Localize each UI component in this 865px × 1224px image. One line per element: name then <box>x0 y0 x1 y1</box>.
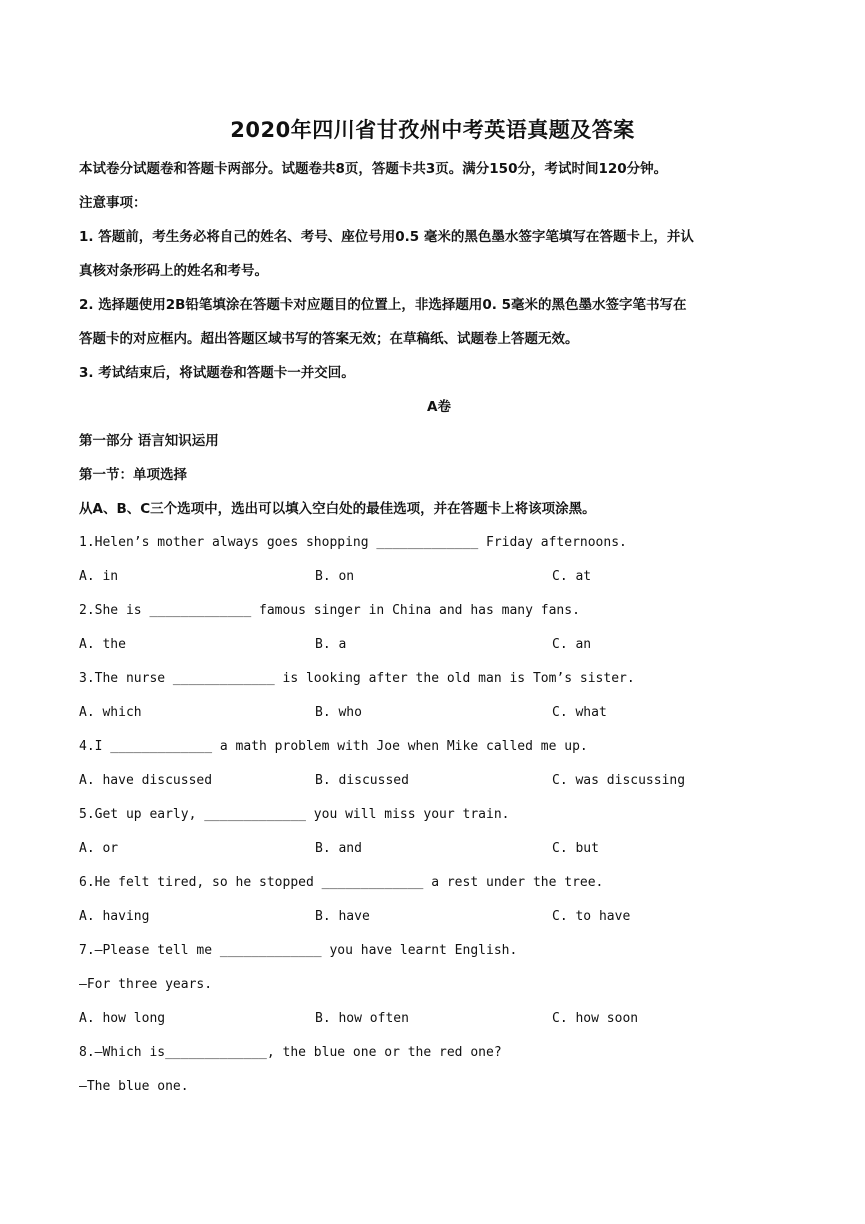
section-heading: A卷 <box>427 399 451 415</box>
option-a: A. the <box>79 637 126 652</box>
question-text: 6.He felt tired, so he stopped _____________ a rest under the tree. <box>79 875 604 890</box>
question-reply: —For three years. <box>79 977 213 992</box>
question-text: 8.—Which is_____________, the blue one or the red one? <box>79 1045 502 1060</box>
note-line: 真核对条形码上的姓名和考号。 <box>79 263 268 279</box>
question-text: 5.Get up early, _____________ you will miss your train. <box>79 807 510 822</box>
option-b: B. who <box>315 705 362 720</box>
question-text: 2.She is _____________ famous singer in China and has many fans. <box>79 603 580 618</box>
option-c: C. what <box>552 705 607 720</box>
option-b: B. how often <box>315 1011 409 1026</box>
question-text: 4.I _____________ a math problem with Joe when Mike called me up. <box>79 739 588 754</box>
document-title: 2020年四川省甘孜州中考英语真题及答案 <box>230 118 635 142</box>
option-a: A. in <box>79 569 119 584</box>
option-b: B. discussed <box>315 773 409 788</box>
question-options <box>79 764 799 798</box>
option-b: B. on <box>315 569 355 584</box>
option-a: A. how long <box>79 1011 166 1026</box>
question-text: 1.Helen’s mother always goes shopping _____________ Friday afternoons. <box>79 535 627 550</box>
document-body <box>79 152 799 1104</box>
option-a: A. or <box>79 841 119 856</box>
question-text: 3.The nurse _____________ is looking after the old man is Tom’s sister. <box>79 671 635 686</box>
option-b: B. have <box>315 909 370 924</box>
option-a: A. have discussed <box>79 773 213 788</box>
option-a: A. which <box>79 705 142 720</box>
question-options <box>79 696 799 730</box>
option-c: C. to have <box>552 909 631 924</box>
option-b: B. a <box>315 637 347 652</box>
note-line: 3. 考试结束后，将试题卷和答题卡一并交回。 <box>79 365 355 381</box>
question-options <box>79 900 799 934</box>
instruction-text: 从A、B、C三个选项中，选出可以填入空白处的最佳选项，并在答题卡上将该项涂黑。 <box>79 501 596 517</box>
intro-text: 本试卷分试题卷和答题卡两部分。试题卷共8页，答题卡共3页。满分150分，考试时间120分钟。 <box>79 161 668 177</box>
subsection-heading: 第一节：单项选择 <box>79 467 187 483</box>
option-b: B. and <box>315 841 362 856</box>
note-line: 答题卡的对应框内。超出答题区域书写的答案无效；在草稿纸、试题卷上答题无效。 <box>79 331 579 347</box>
note-line: 1. 答题前，考生务必将自己的姓名、考号、座位号用0.5 毫米的黑色墨水签字笔填写在答题卡上，并认 <box>79 229 694 245</box>
note-line: 2. 选择题使用2B铅笔填涂在答题卡对应题目的位置上，非选择题用0. 5毫米的黑色墨水签字笔书写在 <box>79 297 687 313</box>
option-c: C. how soon <box>552 1011 639 1026</box>
option-c: C. an <box>552 637 592 652</box>
part-heading: 第一部分 语言知识运用 <box>79 433 219 449</box>
question-options <box>79 1002 799 1036</box>
question-options <box>79 628 799 662</box>
option-c: C. but <box>552 841 599 856</box>
option-c: C. was discussing <box>552 773 686 788</box>
notes-heading: 注意事项： <box>79 195 147 211</box>
option-c: C. at <box>552 569 592 584</box>
option-a: A. having <box>79 909 150 924</box>
question-text: 7.—Please tell me _____________ you have learnt English. <box>79 943 518 958</box>
question-reply: —The blue one. <box>79 1079 189 1094</box>
question-options <box>79 560 799 594</box>
question-options <box>79 832 799 866</box>
